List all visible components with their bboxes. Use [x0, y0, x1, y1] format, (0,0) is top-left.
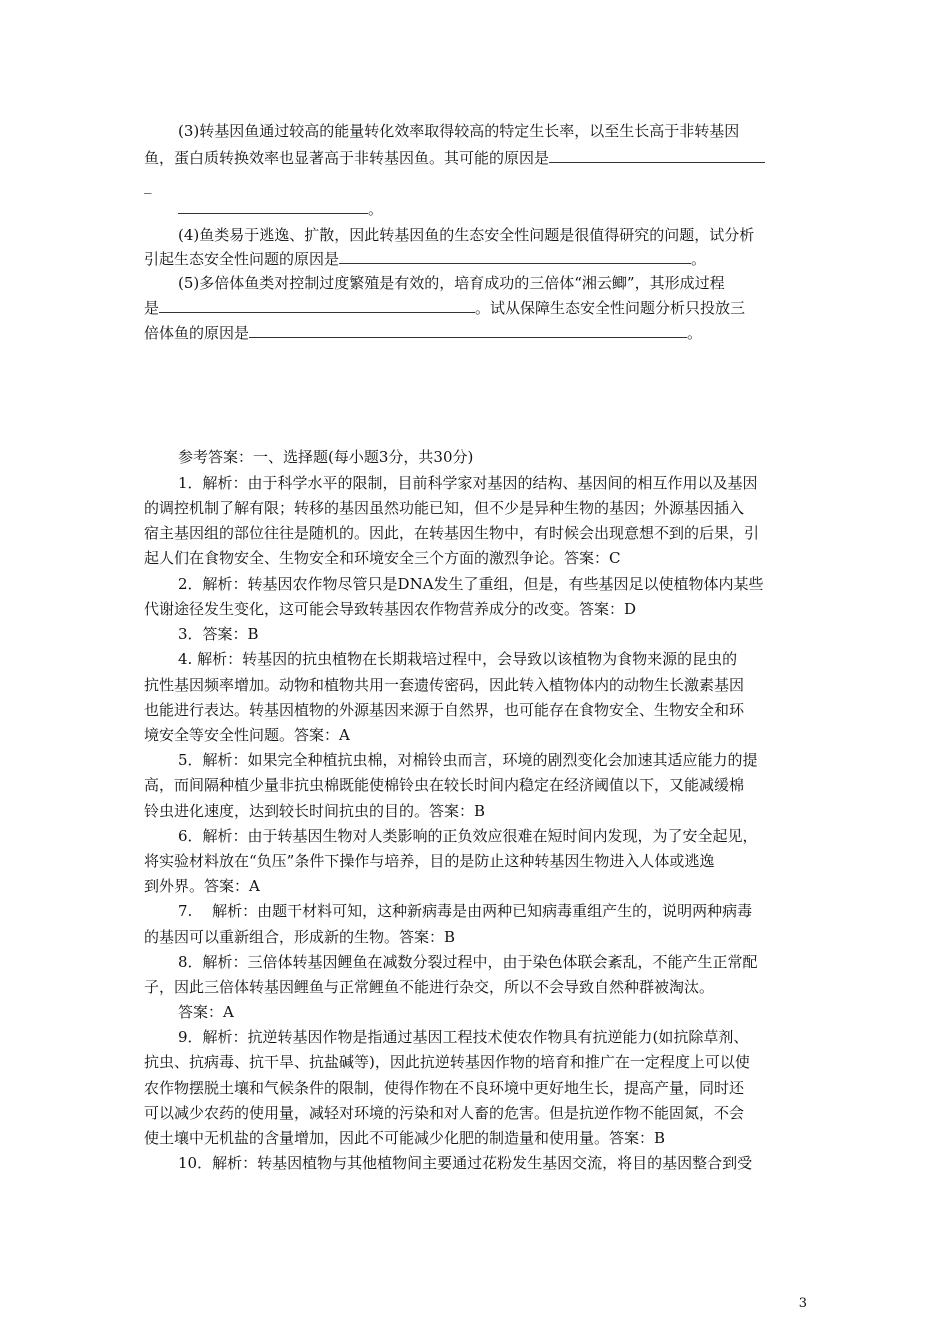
a9-line-2: 抗虫、抗病毒、抗干旱、抗盐碱等)，因此抗逆转基因作物的培育和推广在一定程度上可以使 — [144, 1053, 750, 1071]
q5-line-2-end: 。试从保障生态安全性问题分析只投放三 — [475, 299, 746, 317]
a1-line-2: 的调控机制了解有限；转移的基因虽然功能已知，但不少是异种生物的基因；外源基因插入 — [144, 499, 745, 517]
q4-line-2 — [144, 248, 706, 270]
q3-answer-blank[interactable] — [549, 147, 765, 163]
q3-line-4 — [178, 198, 383, 220]
a8-line-3: 答案：A — [178, 1003, 234, 1021]
q4-answer-blank[interactable] — [339, 248, 691, 264]
q3-line-2-text: 鱼，蛋白质转换效率也显著高于非转基因鱼。其可能的原因是 — [144, 149, 550, 167]
answers-header: 参考答案：一、选择题(每小题3分，共30分) — [178, 448, 474, 466]
q3-line-4-end: 。 — [368, 200, 384, 218]
q4-line-2-text: 引起生态安全性问题的原因是 — [144, 250, 340, 268]
page-number: 3 — [798, 1296, 807, 1311]
a7-line-1: 7. 解析：由题干材料可知，这种新病毒是由两种已知病毒重组产生的，说明两种病毒 — [178, 902, 753, 920]
a5-line-3: 铃虫进化速度，达到较长时间抗虫的目的。答案：B — [144, 802, 486, 820]
a6-line-2: 将实验材料放在“负压”条件下操作与培养，目的是防止这种转基因生物进入人体或逃逸 — [144, 852, 715, 870]
a5-line-2: 高，而间隔种植少量非抗虫棉既能使棉铃虫在较长时间内稳定在经济阈值以下，又能减缓棉 — [144, 776, 745, 794]
a1-line-1: 1．解析：由于科学水平的限制，目前科学家对基因的结构、基因间的相互作用以及基因 — [178, 474, 758, 492]
a9-line-1: 9．解析：抗逆转基因作物是指通过基因工程技术使农作物具有抗逆能力(如抗除草剂、 — [178, 1028, 749, 1046]
a4-line-1: 4. 解析：转基因的抗虫植物在长期栽培过程中，会导致以该植物为食物来源的昆虫的 — [178, 650, 738, 668]
q3-line-2 — [144, 147, 765, 169]
a9-line-5: 使土壤中无机盐的含量增加，因此不可能减少化肥的制造量和使用量。答案：B — [144, 1129, 666, 1147]
q4-line-2-end: 。 — [691, 250, 707, 268]
q4-line-1: (4)鱼类易于逃逸、扩散，因此转基因鱼的生态安全性问题是很值得研究的问题，试分析 — [178, 226, 755, 244]
a4-line-3: 也能进行表达。转基因植物的外源基因来源于自然界，也可能存在食物安全、生物安全和环 — [144, 701, 745, 719]
q5-line-3-text: 倍体鱼的原因是 — [144, 324, 250, 342]
q5-process-blank[interactable] — [159, 297, 475, 313]
a6-line-3: 到外界。答案：A — [144, 877, 260, 895]
q5-line-3-end: 。 — [687, 324, 703, 342]
q5-line-3 — [144, 322, 702, 344]
a8-line-2: 子，因此三倍体转基因鲤鱼与正常鲤鱼不能进行杂交，所以不会导致自然种群被淘汰。 — [144, 978, 715, 996]
a9-line-3: 农作物摆脱土壤和气候条件的限制，使得作物在不良环境中更好地生长，提高产量，同时还 — [144, 1079, 745, 1097]
a10-line-1: 10．解析：转基因植物与其他植物间主要通过花粉发生基因交流，将目的基因整合到受 — [178, 1154, 753, 1172]
a4-line-4: 境安全等安全性问题。答案：A — [144, 726, 350, 744]
q3-line-3: _ — [144, 176, 152, 194]
a7-line-2: 的基因可以重新组合，形成新的生物。答案：B — [144, 928, 456, 946]
a9-line-4: 可以减少农药的使用量，减轻对环境的污染和对人畜的危害。但是抗逆作物不能固氮，不会 — [144, 1104, 745, 1122]
a1-line-3: 宿主基因组的部位往往是随机的。因此，在转基因生物中，有时候会出现意想不到的后果，引 — [144, 524, 760, 542]
a2-line-1: 2．解析：转基因农作物尽管只是DNA发生了重组，但是，有些基因足以使植物体内某些 — [178, 575, 764, 593]
a4-line-2: 抗性基因频率增加。动物和植物共用一套遗传密码，因此转入植物体内的动物生长激素基因 — [144, 676, 745, 694]
a1-line-4: 起人们在食物安全、生物安全和环境安全三个方面的激烈争论。答案：C — [144, 549, 621, 567]
q5-line-1: (5)多倍体鱼类对控制过度繁殖是有效的，培育成功的三倍体“湘云鲫”，其形成过程 — [178, 274, 725, 292]
a8-line-1: 8．解析：三倍体转基因鲤鱼在减数分裂过程中，由于染色体联会紊乱，不能产生正常配 — [178, 953, 758, 971]
a2-line-2: 代谢途径发生变化，这可能会导致转基因农作物营养成分的改变。答案：D — [144, 600, 637, 618]
a6-line-1: 6．解析：由于转基因生物对人类影响的正负效应很难在短时间内发现，为了安全起见， — [178, 827, 758, 845]
q3-answer-blank-cont[interactable] — [178, 198, 368, 214]
q3-line-1: (3)转基因鱼通过较高的能量转化效率取得较高的特定生长率，以至生长高于非转基因 — [178, 122, 740, 140]
a3-line: 3．答案：B — [178, 625, 259, 643]
q5-reason-blank[interactable] — [249, 322, 687, 338]
a5-line-1: 5．解析：如果完全种植抗虫棉，对棉铃虫而言，环境的剧烈变化会加速其适应能力的提 — [178, 751, 758, 769]
q5-line-2 — [144, 297, 745, 319]
q5-line-2-start: 是 — [144, 299, 160, 317]
